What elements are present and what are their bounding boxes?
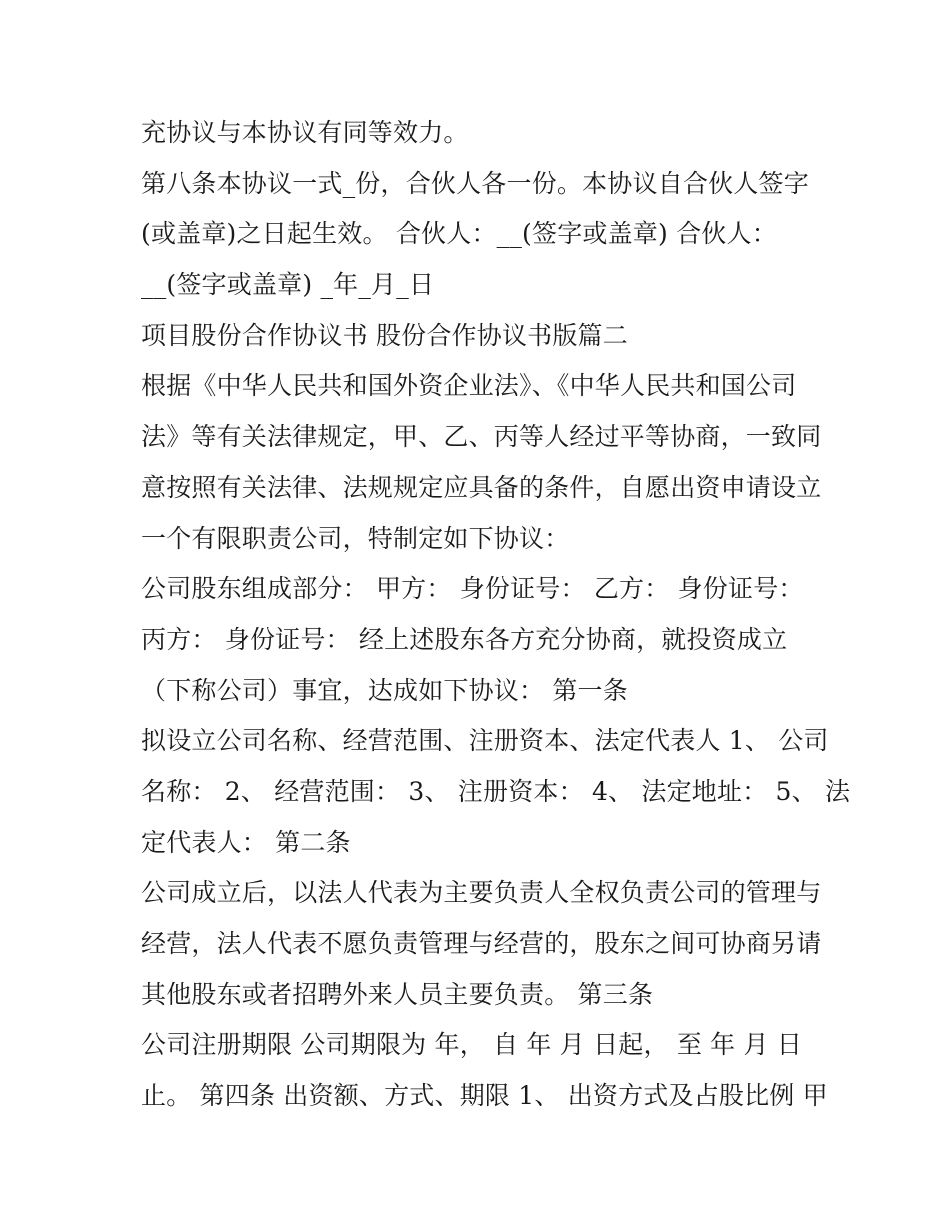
text-line: 名称： 2、 经营范围： 3、 注册资本： 4、 法定地址： 5、 法 bbox=[141, 776, 851, 806]
text-line: 拟设立公司名称、经营范围、注册资本、法定代表人 1、 公司 bbox=[141, 726, 829, 756]
text-line: __(签字或盖章) _年_月_日 bbox=[141, 270, 435, 300]
text-line: 止。 第四条 出资额、方式、期限 1、 出资方式及占股比例 甲 bbox=[141, 1081, 828, 1111]
text-line: 根据《中华人民共和国外资企业法》、《中华人民共和国公司 bbox=[141, 371, 797, 401]
text-line: 丙方： 身份证号： 经上述股东各方充分协商，就投资成立 bbox=[141, 624, 788, 654]
text-line: 经营，法人代表不愿负责管理与经营的，股东之间可协商另请 bbox=[141, 929, 822, 958]
text-line: 定代表人： 第二条 bbox=[141, 827, 351, 857]
text-line: 公司成立后，以法人代表为主要负责人全权负责公司的管理与 bbox=[141, 878, 822, 908]
text-line: (或盖章)之日起生效。 合伙人：__(签字或盖章) 合伙人： bbox=[141, 219, 777, 249]
text-line: 公司注册期限 公司期限为 年， 自 年 月 日起， 至 年 月 日 bbox=[141, 1030, 803, 1060]
text-line: 公司股东组成部分： 甲方： 身份证号： 乙方： 身份证号： bbox=[141, 574, 804, 604]
text-line: 法》等有关法律规定，甲、乙、丙等人经过平等协商，一致同 bbox=[141, 422, 822, 452]
text-line: 一个有限职责公司，特制定如下协议： bbox=[141, 523, 570, 553]
text-line: （下称公司）事宜，达成如下协议： 第一条 bbox=[141, 675, 628, 705]
document-body bbox=[141, 108, 851, 1122]
text-line: 其他股东或者招聘外来人员主要负责。 第三条 bbox=[141, 979, 654, 1009]
text-line: 充协议与本协议有同等效力。 bbox=[141, 118, 469, 147]
text-line: 意按照有关法律、法规规定应具备的条件，自愿出资申请设立 bbox=[141, 472, 822, 502]
section-heading: 项目股份合作协议书 股份合作协议书版篇二 bbox=[141, 320, 628, 350]
text-line: 第八条本协议一式_份，合伙人各一份。本协议自合伙人签字 bbox=[141, 168, 809, 198]
